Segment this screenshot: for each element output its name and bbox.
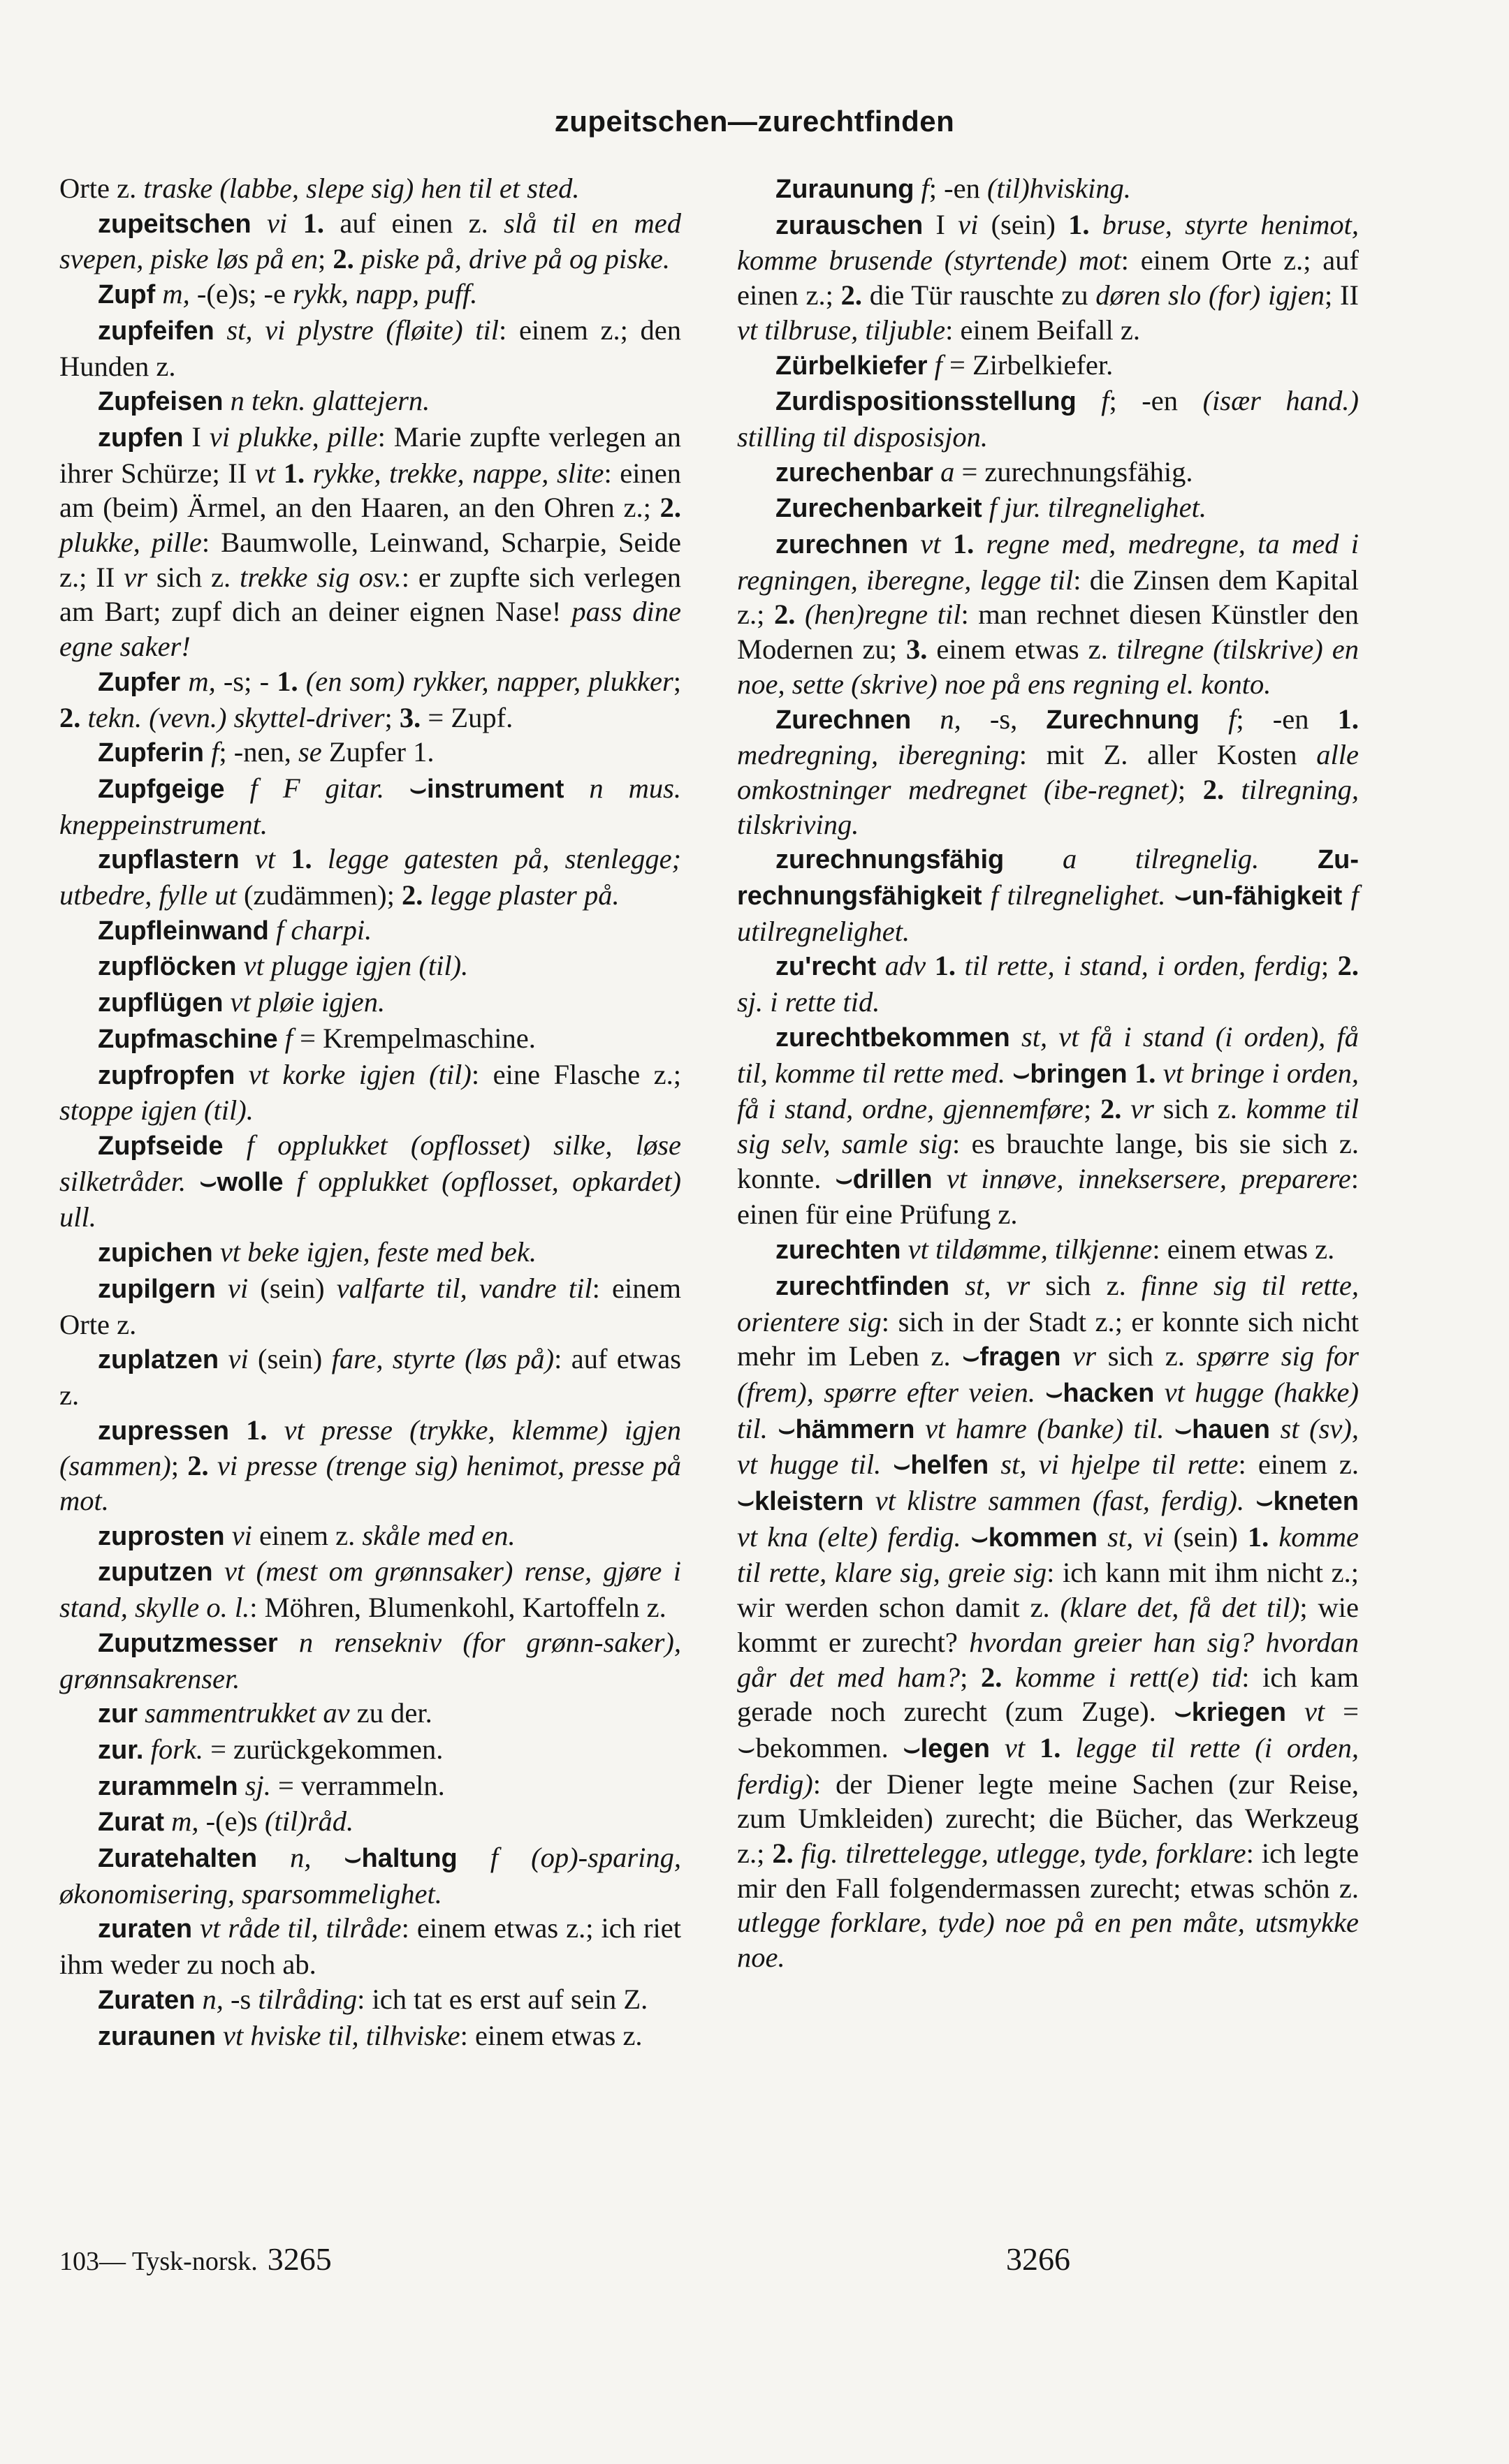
dictionary-entry: zupilgern vi (sein) valfarte til, vandre til: einem Orte z. [59,1272,681,1340]
dictionary-entry: zuraten vt råde til, tilråde: einem etwas z.; ich riet ihm weder zu noch ab. [59,1912,681,1981]
dictionary-entry: zu'recht adv 1. til rette, i stand, i orden, ferdig; 2. sj. i rette tid. [737,950,1359,1018]
page-number-left: 3265 [267,2241,332,2277]
dictionary-entry: Zürbelkiefer f = Zirbelkiefer. [775,349,1114,381]
running-head: zupeitschen—zurechtfinden [554,105,955,138]
dictionary-entry: zuprosten vi einem z. skåle med en. [98,1519,516,1551]
dictionary-entry: Zupfgeige f F gitar. ⌣instrument n mus. kneppeinstrument. [59,772,682,840]
page-number-right: 3266 [1006,2241,1070,2277]
dictionary-entry: Zupfeisen n tekn. glattejern. [98,385,430,417]
dictionary-entry: Zupfleinwand f charpi. [98,914,372,946]
dictionary-entry: Orte z. traske (labbe, slepe sig) hen til et sted. [59,173,580,204]
dictionary-entry: zupfeifen st, vi plystre (fløite) til: einem z.; den Hunden z. [59,314,681,382]
dictionary-entry: Zuraten n, -s tilråding: ich tat es erst auf sein Z. [98,1983,648,2015]
dictionary-entry: Zupfseide f opplukket (opflosset) silke, løse silketråder. ⌣wolle f opplukket (opflosset, opkardet) ull. [59,1129,682,1233]
dictionary-entry: Zurdispositionsstellung f; -en (især hand.) stilling til disposisjon. [737,385,1359,453]
dictionary-entry: zurechtbekommen st, vt få i stand (i orden), få til, komme til rette med. ⌣bringen 1. vt bringe i orden, få i stand, ordne, gjennemføre; 2. vr sich z. komme til sig selv, samle sig: es brauchte lange, bis sie sich z. konnte. ⌣drillen vt innøve, inneksersere, preparere: einen für eine Prüfung z. [737,1020,1359,1231]
dictionary-entry: zur. fork. = zurückgekommen. [98,1733,444,1765]
dictionary-entry: zupressen 1. vt presse (trykke, klemme) igjen (sammen); 2. vi presse (trenge sig) henimot, presse på mot. [59,1414,682,1517]
left-column [59,171,681,2054]
dictionary-entry: zurammeln sj. = verrammeln. [98,1769,445,1801]
dictionary-entry: zurechnen vt 1. regne med, medregne, ta med i regningen, iberegne, legge til: die Zinsen dem Kapital z.; 2. (hen)regne til: man rechnet diesen Künstler den Modernen zu; 3. einem etwas z. tilregne (tilskrive) en noe, sette (skrive) noe på ens regning el. konto. [737,528,1359,700]
dictionary-entry: zupeitschen vi 1. auf einen z. slå til en med svepen, piske løs på en; 2. piske på, drive på og piske. [59,207,681,275]
dictionary-entry: zur sammentrukket av zu der. [98,1697,432,1729]
dictionary-entry: Zupfmaschine f = Krempelmaschine. [98,1022,536,1054]
dictionary-entry: Zuputzmesser n rensekniv (for grønn-saker), grønnsakrenser. [59,1626,681,1694]
dictionary-entry: Zupf m, -(e)s; -e rykk, napp, puff. [98,278,478,310]
dictionary-entry: Zurechnen n, -s, Zurechnung f; -en 1. medregning, iberegning: mit Z. aller Kosten alle omkostninger medregnet (ibe-regnet); 2. tilregning, tilskriving. [737,703,1359,840]
dictionary-entry: zupfropfen vt korke igjen (til): eine Flasche z.; stoppe igjen (til). [59,1058,681,1127]
dictionary-entry: zurauschen I vi (sein) 1. bruse, styrte henimot, komme brusende (styrtende) mot: einem Orte z.; auf einen z.; 2. die Tür rauschte zu døren slo (for) igjen; II vt tilbruse, tiljuble: einem Beifall z. [737,208,1359,346]
dictionary-entry: Zupfer m, -s; - 1. (en som) rykker, napper, plukker; 2. tekn. (vevn.) skyttel-driver; 3. = Zupf. [59,665,682,733]
dictionary-entry: Zurat m, -(e)s (til)råd. [98,1805,354,1838]
footer-left [59,2241,332,2278]
dictionary-entry: zuplatzen vi (sein) fare, styrte (løs på): auf etwas z. [59,1343,682,1411]
dictionary-entry: zupflügen vt pløie igjen. [98,986,386,1018]
dictionary-entry: Zurechenbarkeit f jur. tilregnelighet. [775,492,1207,524]
dictionary-entry: zupflastern vt 1. legge gatesten på, stenlegge; utbedre, fylle ut (zudämmen); 2. legge plaster på. [59,843,682,911]
dictionary-entry: zurechten vt tildømme, tilkjenne: einem etwas z. [775,1233,1335,1266]
dictionary-entry: zuraunen vt hviske til, tilhviske: einem etwas z. [98,2019,643,2051]
dictionary-entry: Zupferin f; -nen, se Zupfer 1. [98,736,435,768]
dictionary-entry: zurechtfinden st, vr sich z. finne sig til rette, orientere sig: sich in der Stadt z.; er konnte sich nicht mehr im Leben z. ⌣fragen vr sich z. spørre sig for (frem), spørre efter veien. ⌣hacken vt hugge (hakke) til. ⌣hämmern vt hamre (banke) til. ⌣hauen st (sv), vt hugge til. ⌣helfen st, vi hjelpe til rette: einem z. ⌣kleistern vt klistre sammen (fast, ferdig). ⌣kneten vt kna (elte) ferdig. ⌣kommen st, vi (sein) 1. komme til rette, klare sig, greie sig: ich kann mit ihm nicht z.; wir werden schon damit z. (klare det, få det til); wie kommt er zurecht? hvordan greier han sig? hvordan går det med ham?; 2. komme i rett(e) tid: ich kam gerade noch zurecht (zum Zuge). ⌣kriegen vt = ⌣bekommen. ⌣legen vt 1. legge til rette (i orden, ferdig): der Diener legte meine Sachen (zur Reise, zum Umkleiden) zurecht; die Bücher, das Werkzeug z.; 2. fig. tilrettelegge, utlegge, tyde, forklare: ich legte mir den Fall folgendermassen zurecht; etwas schön z. utlegge forklare, tyde) noe på en pen måte, utsmykke noe. [737,1269,1359,1974]
dictionary-entry: zupichen vt beke igjen, feste med bek. [98,1236,537,1268]
right-column [737,171,1359,1975]
dictionary-entry: zupflöcken vt plugge igjen (til). [98,950,469,982]
dictionary-entry: Zuratehalten n, ⌣haltung f (op)-sparing, økonomisering, sparsommelighet. [59,1842,681,1909]
printer-signature: 103— Tysk-norsk. [59,2247,258,2276]
dictionary-entry: zurechenbar a = zurechnungsfähig. [775,455,1193,487]
dictionary-entry: zupfen I vi plukke, pille: Marie zupfte verlegen an ihrer Schürze; II vt 1. rykke, trekke, nappe, slite: einen am (beim) Ärmel, an den Haaren, an den Ohren z.; 2. plukke, pille: Baumwolle, Leinwand, Scharpie, Seide z.; II vr sich z. trekke sig osv.: er zupfte sich verlegen am Bart; zupf dich an deiner eignen Nase! pass dine egne saker! [59,420,682,663]
dictionary-entry: zuputzen vt (mest om grønnsaker) rense, gjøre i stand, skylle o. l.: Möhren, Blumenkohl, Kartoffeln z. [59,1555,681,1624]
dictionary-entry: zurechnungsfähig a tilregnelig. Zu-rechnungsfähigkeit f tilregnelighet. ⌣un-fähigkeit f utilregnelighet. [737,843,1359,947]
dictionary-entry: Zuraunung f; -en (til)hvisking. [775,173,1131,204]
